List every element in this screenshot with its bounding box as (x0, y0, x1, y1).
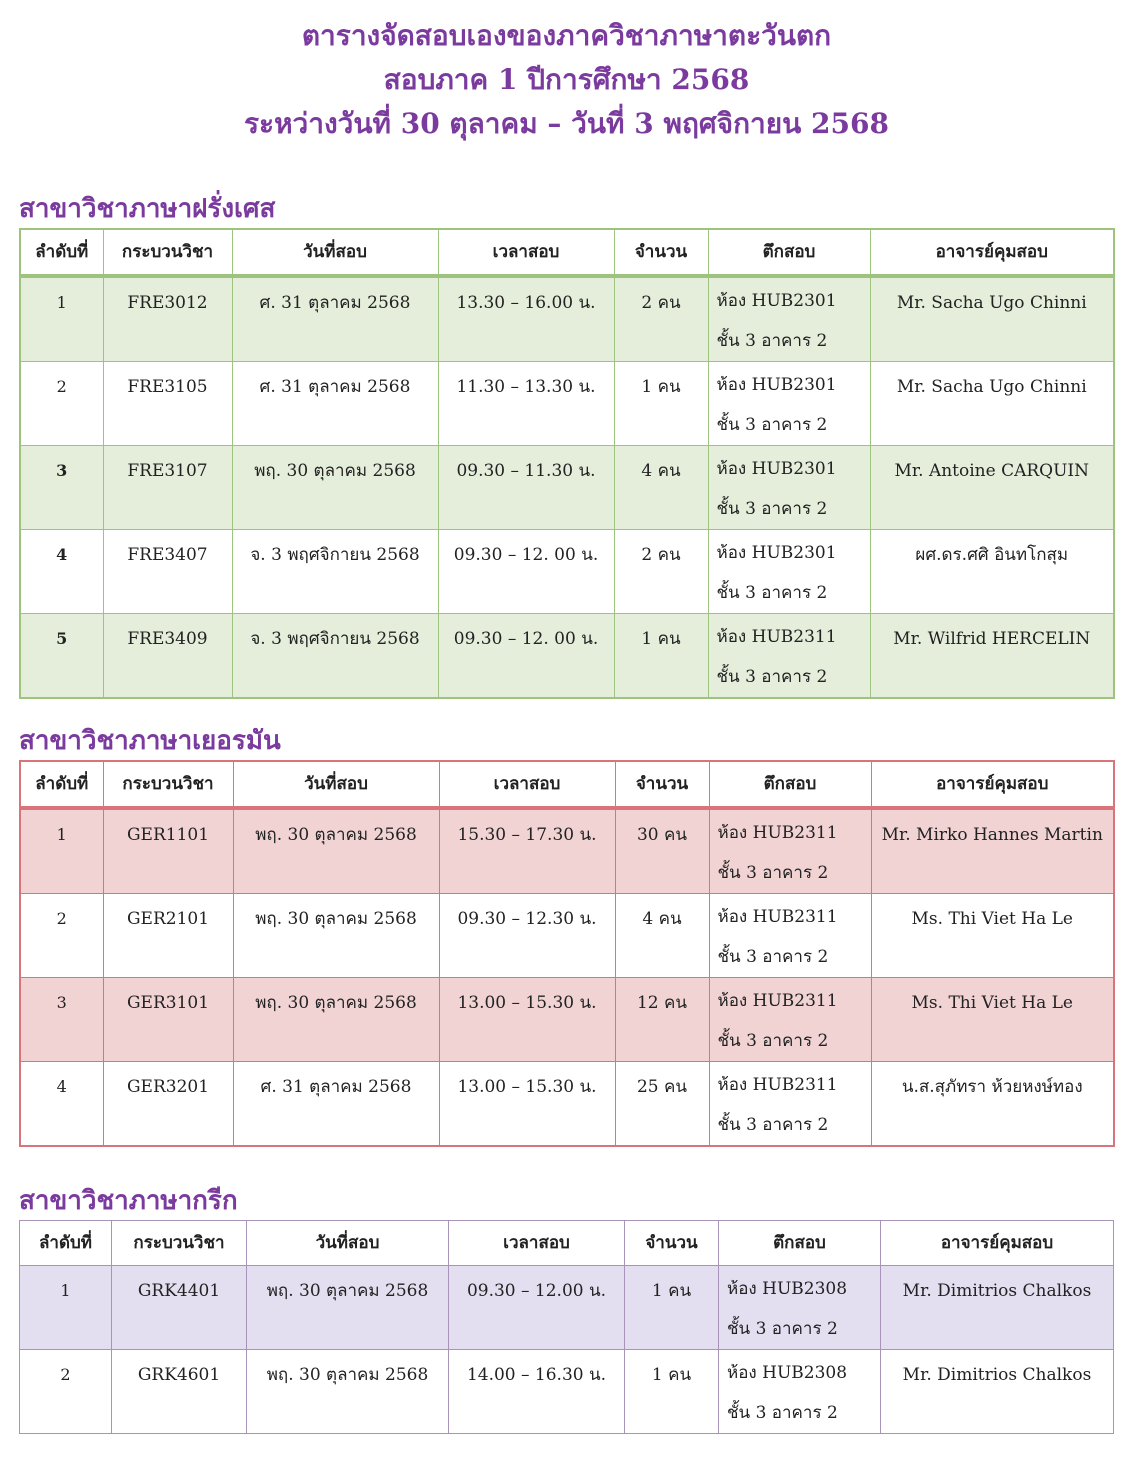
exam-room-cell (719, 1266, 881, 1350)
course-code: GRK4401 (112, 1266, 247, 1350)
header-date: วันที่สอบ (247, 1221, 449, 1266)
section-greek (19, 1182, 1113, 1434)
exam-room: ห้อง HUB2311 (717, 991, 838, 1011)
exam-date: จ. 3 พฤศจิกายน 2568 (232, 530, 438, 614)
header-date: วันที่สอบ (232, 229, 438, 276)
header-time: เวลาสอบ (449, 1221, 625, 1266)
schedule-table (19, 228, 1115, 699)
exam-room: ห้อง HUB2301 (716, 543, 837, 563)
exam-date: พฤ. 30 ตุลาคม 2568 (233, 978, 439, 1062)
course-code: GER2101 (103, 894, 233, 978)
student-count: 30 คน (615, 808, 709, 894)
exam-date: พฤ. 30 ตุลาคม 2568 (247, 1266, 449, 1350)
course-code: FRE3107 (103, 446, 232, 530)
header-count: จำนวน (615, 761, 709, 808)
table-row (20, 446, 1114, 530)
exam-room-cell (708, 362, 870, 446)
row-number: 2 (20, 362, 103, 446)
proctor-name: Mr. Antoine CARQUIN (870, 446, 1114, 530)
header-number: ลำดับที่ (20, 229, 103, 276)
header-proctor: อาจารย์คุมสอบ (871, 761, 1114, 808)
exam-floor: ชั้น 3 อาคาร 2 (717, 947, 829, 967)
exam-time: 09.30 – 12.00 น. (449, 1266, 625, 1350)
exam-floor: ชั้น 3 อาคาร 2 (717, 1031, 829, 1051)
header-count: จำนวน (614, 229, 708, 276)
exam-room: ห้อง HUB2311 (717, 1075, 838, 1095)
course-code: GER3201 (103, 1062, 233, 1147)
row-number: 1 (20, 1266, 112, 1350)
proctor-name: Mr. Mirko Hannes Martin (871, 808, 1114, 894)
exam-room: ห้อง HUB2301 (716, 291, 837, 311)
proctor-name: Mr. Sacha Ugo Chinni (870, 276, 1114, 362)
course-code: FRE3105 (103, 362, 232, 446)
header-building: ตึกสอบ (709, 761, 871, 808)
exam-room: ห้อง HUB2308 (727, 1279, 848, 1299)
table-row (20, 808, 1114, 894)
header-building: ตึกสอบ (719, 1221, 881, 1266)
exam-room-cell (709, 894, 871, 978)
exam-time: 13.00 – 15.30 น. (439, 1062, 615, 1147)
exam-room: ห้อง HUB2311 (717, 823, 838, 843)
header-count: จำนวน (625, 1221, 719, 1266)
exam-floor: ชั้น 3 อาคาร 2 (727, 1403, 838, 1423)
title-line-1: ตารางจัดสอบเองของภาควิชาภาษาตะวันตก (301, 19, 832, 52)
header-course: กระบวนวิชา (112, 1221, 247, 1266)
proctor-name: Mr. Wilfrid HERCELIN (870, 614, 1114, 699)
exam-time: 09.30 – 12.30 น. (439, 894, 615, 978)
exam-room-cell (708, 530, 870, 614)
course-code: FRE3012 (103, 276, 232, 362)
table-header-row (20, 1221, 1114, 1266)
header-proctor: อาจารย์คุมสอบ (881, 1221, 1114, 1266)
row-number: 4 (20, 1062, 103, 1147)
course-code: GRK4601 (112, 1350, 247, 1434)
table-row (20, 1266, 1114, 1350)
proctor-name: Mr. Dimitrios Chalkos (881, 1266, 1114, 1350)
table-row (20, 1350, 1114, 1434)
proctor-name: Ms. Thi Viet Ha Le (871, 894, 1114, 978)
course-code: GER1101 (103, 808, 233, 894)
header-course: กระบวนวิชา (103, 229, 232, 276)
exam-date: ศ. 31 ตุลาคม 2568 (233, 1062, 439, 1147)
table-row (20, 276, 1114, 362)
exam-time: 13.30 – 16.00 น. (438, 276, 614, 362)
exam-time: 11.30 – 13.30 น. (438, 362, 614, 446)
exam-room: ห้อง HUB2311 (717, 907, 838, 927)
exam-date: พฤ. 30 ตุลาคม 2568 (247, 1350, 449, 1434)
course-code: GER3101 (103, 978, 233, 1062)
exam-room: ห้อง HUB2308 (727, 1363, 848, 1383)
section-french (19, 190, 1113, 699)
row-number: 1 (20, 276, 103, 362)
section-title: สาขาวิชาภาษาฝรั่งเศส (19, 194, 276, 224)
exam-room-cell (708, 276, 870, 362)
title-line-3: ระหว่างวันที่ 30 ตุลาคม – วันที่ 3 พฤศจิกายน 2568 (244, 107, 889, 140)
exam-floor: ชั้น 3 อาคาร 2 (717, 1115, 829, 1135)
schedule-table (19, 760, 1115, 1147)
header-building: ตึกสอบ (708, 229, 870, 276)
student-count: 1 คน (614, 614, 708, 699)
exam-room-cell (719, 1350, 881, 1434)
exam-room-cell (708, 446, 870, 530)
exam-floor: ชั้น 3 อาคาร 2 (716, 415, 828, 435)
header-number: ลำดับที่ (20, 761, 103, 808)
exam-time: 09.30 – 11.30 น. (438, 446, 614, 530)
exam-date: จ. 3 พฤศจิกายน 2568 (232, 614, 438, 699)
exam-room: ห้อง HUB2311 (716, 627, 837, 647)
section-german (19, 722, 1113, 1147)
proctor-name: Mr. Sacha Ugo Chinni (870, 362, 1114, 446)
row-number: 1 (20, 808, 103, 894)
exam-room: ห้อง HUB2301 (716, 375, 837, 395)
title-line-2: สอบภาค 1 ปีการศึกษา 2568 (383, 63, 750, 96)
exam-floor: ชั้น 3 อาคาร 2 (716, 331, 828, 351)
student-count: 1 คน (614, 362, 708, 446)
exam-floor: ชั้น 3 อาคาร 2 (727, 1319, 838, 1339)
exam-floor: ชั้น 3 อาคาร 2 (717, 863, 829, 883)
proctor-name: Ms. Thi Viet Ha Le (871, 978, 1114, 1062)
header-date: วันที่สอบ (233, 761, 439, 808)
header-course: กระบวนวิชา (103, 761, 233, 808)
table-row (20, 530, 1114, 614)
exam-floor: ชั้น 3 อาคาร 2 (716, 499, 828, 519)
table-row (20, 1062, 1114, 1147)
exam-time: 09.30 – 12. 00 น. (438, 614, 614, 699)
exam-date: พฤ. 30 ตุลาคม 2568 (233, 808, 439, 894)
proctor-name: Mr. Dimitrios Chalkos (881, 1350, 1114, 1434)
header-time: เวลาสอบ (439, 761, 615, 808)
exam-time: 13.00 – 15.30 น. (439, 978, 615, 1062)
exam-room-cell (709, 978, 871, 1062)
table-row (20, 894, 1114, 978)
exam-room-cell (709, 1062, 871, 1147)
section-title: สาขาวิชาภาษากรีก (19, 1186, 238, 1216)
student-count: 12 คน (615, 978, 709, 1062)
table-header-row (20, 229, 1114, 276)
student-count: 25 คน (615, 1062, 709, 1147)
table-header-row (20, 761, 1114, 808)
exam-time: 15.30 – 17.30 น. (439, 808, 615, 894)
table-row (20, 978, 1114, 1062)
row-number: 2 (20, 894, 103, 978)
exam-room-cell (709, 808, 871, 894)
student-count: 1 คน (625, 1350, 719, 1434)
course-code: FRE3407 (103, 530, 232, 614)
exam-floor: ชั้น 3 อาคาร 2 (716, 583, 828, 603)
row-number: 3 (20, 446, 103, 530)
schedule-table (19, 1220, 1114, 1434)
student-count: 4 คน (614, 446, 708, 530)
student-count: 4 คน (615, 894, 709, 978)
section-title: สาขาวิชาภาษาเยอรมัน (19, 726, 281, 756)
header-proctor: อาจารย์คุมสอบ (870, 229, 1114, 276)
student-count: 2 คน (614, 530, 708, 614)
proctor-name: ผศ.ดร.ศศิ อินทโกสุม (870, 530, 1114, 614)
header-number: ลำดับที่ (20, 1221, 112, 1266)
exam-date: พฤ. 30 ตุลาคม 2568 (232, 446, 438, 530)
student-count: 2 คน (614, 276, 708, 362)
proctor-name: น.ส.สุภัทรา ห้วยหงษ์ทอง (871, 1062, 1114, 1147)
row-number: 5 (20, 614, 103, 699)
student-count: 1 คน (625, 1266, 719, 1350)
table-row (20, 362, 1114, 446)
row-number: 3 (20, 978, 103, 1062)
exam-time: 09.30 – 12. 00 น. (438, 530, 614, 614)
header-time: เวลาสอบ (438, 229, 614, 276)
document-title (0, 0, 1133, 146)
row-number: 2 (20, 1350, 112, 1434)
exam-room-cell (708, 614, 870, 699)
course-code: FRE3409 (103, 614, 232, 699)
row-number: 4 (20, 530, 103, 614)
exam-date: ศ. 31 ตุลาคม 2568 (232, 276, 438, 362)
exam-time: 14.00 – 16.30 น. (449, 1350, 625, 1434)
exam-date: ศ. 31 ตุลาคม 2568 (232, 362, 438, 446)
exam-floor: ชั้น 3 อาคาร 2 (716, 667, 828, 687)
exam-date: พฤ. 30 ตุลาคม 2568 (233, 894, 439, 978)
exam-room: ห้อง HUB2301 (716, 459, 837, 479)
table-row (20, 614, 1114, 699)
